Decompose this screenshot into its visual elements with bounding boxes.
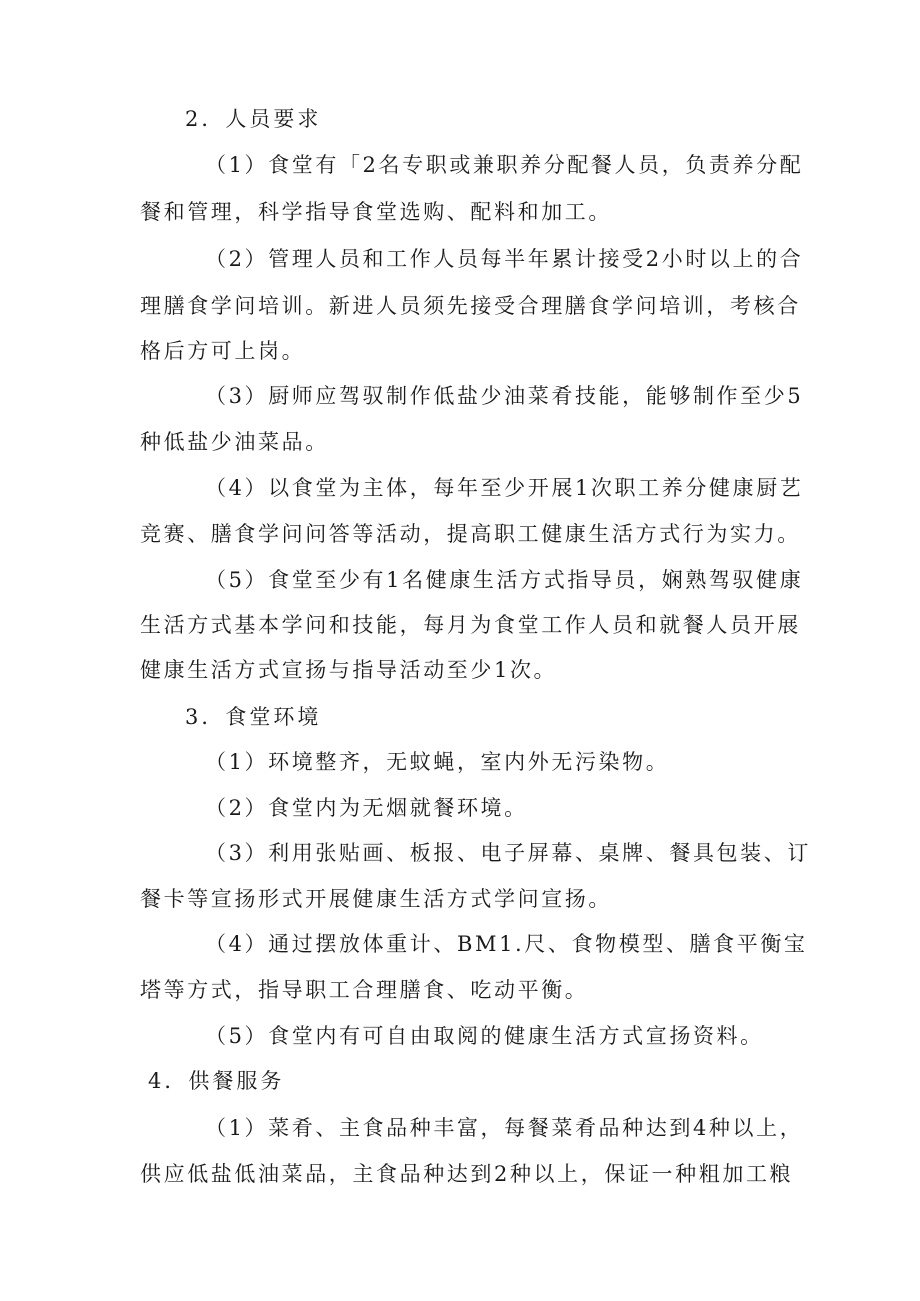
paragraph-line: （1）食堂有「2名专职或兼职养分配餐人员，负责养分配 <box>205 153 804 177</box>
paragraph-line: 竞赛、膳食学问问答等活动，提高职工健康生活方式行为实力。 <box>140 522 801 546</box>
paragraph-line: （4）以食堂为主体，每年至少开展1次职工养分健康厨艺 <box>205 476 804 500</box>
paragraph-line: （1）环境整齐，无蚊蝇，室内外无污染物。 <box>205 750 670 774</box>
paragraph-line: 供应低盐低油菜品，主食品种达到2种以上，保证一种粗加工粮 <box>140 1162 794 1186</box>
paragraph-line: 生活方式基本学问和技能，每月为食堂工作人员和就餐人员开展 <box>140 613 801 637</box>
paragraph-line: 种低盐少油菜品。 <box>140 430 329 454</box>
paragraph-line: 餐卡等宣扬形式开展健康生活方式学问宣扬。 <box>140 887 612 911</box>
paragraph-line: 餐和管理，科学指导食堂选购、配料和加工。 <box>140 200 612 224</box>
paragraph-line: （3）利用张贴画、板报、电子屏幕、桌牌、餐具包装、订 <box>205 841 811 865</box>
paragraph-line: 健康生活方式宣扬与指导活动至少1次。 <box>140 658 558 682</box>
paragraph-line: （3）厨师应驾驭制作低盐少油菜肴技能，能够制作至少5 <box>205 384 804 408</box>
section-heading-personnel: 2．人员要求 <box>185 107 322 131</box>
paragraph-line: （5）食堂内有可自由取阅的健康生活方式宣扬资料。 <box>205 1024 764 1048</box>
paragraph-line: 理膳食学问培训。新进人员须先接受合理膳食学问培训，考核合 <box>140 294 801 318</box>
section-heading-meal-service: 4．供餐服务 <box>148 1069 285 1093</box>
paragraph-line: （2）食堂内为无烟就餐环境。 <box>205 796 528 820</box>
paragraph-line: 格后方可上岗。 <box>140 339 306 363</box>
paragraph-line: （1）菜肴、主食品种丰富，每餐菜肴品种达到4种以上， <box>205 1116 804 1140</box>
paragraph-line: （4）通过摆放体重计、BM1.尺、食物模型、膳食平衡宝 <box>205 932 808 956</box>
paragraph-line: （5）食堂至少有1名健康生活方式指导员，娴熟驾驭健康 <box>205 568 804 592</box>
paragraph-line: 塔等方式，指导职工合理膳食、吃动平衡。 <box>140 978 589 1002</box>
section-heading-canteen-environment: 3．食堂环境 <box>185 705 322 729</box>
paragraph-line: （2）管理人员和工作人员每半年累计接受2小时以上的合 <box>205 247 804 271</box>
